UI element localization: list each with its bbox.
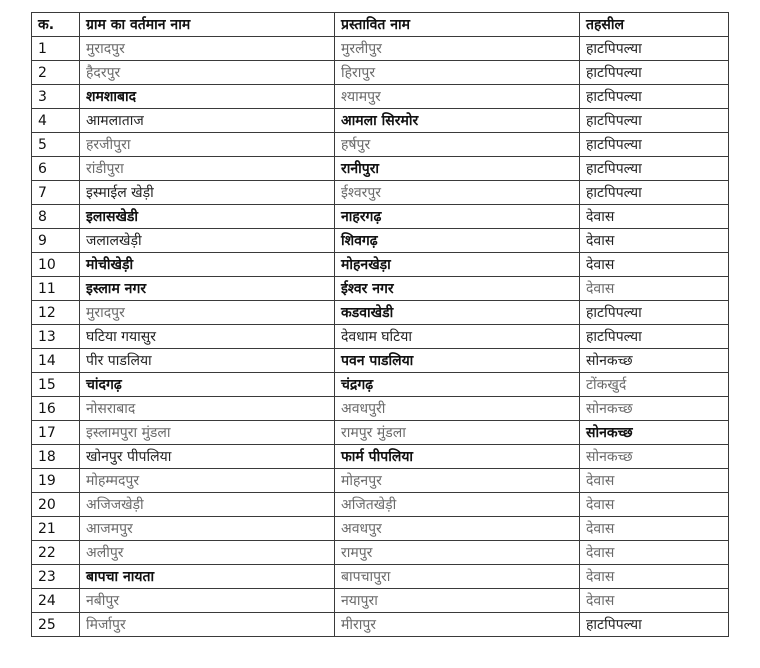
table-row bbox=[32, 109, 729, 133]
table-row bbox=[32, 445, 729, 469]
serial-number-cell: 25 bbox=[32, 613, 80, 637]
current-name-cell: मोचीखेड़ी bbox=[80, 253, 335, 277]
table-row bbox=[32, 589, 729, 613]
current-name-cell: नोसराबाद bbox=[80, 397, 335, 421]
proposed-name-cell: अजितखेड़ी bbox=[335, 493, 580, 517]
table-row bbox=[32, 157, 729, 181]
table-row bbox=[32, 301, 729, 325]
serial-number-cell: 8 bbox=[32, 205, 80, 229]
proposed-name-cell: ईश्वरपुर bbox=[335, 181, 580, 205]
header-proposed-name: प्रस्तावित नाम bbox=[335, 13, 580, 37]
serial-number-cell: 12 bbox=[32, 301, 80, 325]
proposed-name-cell: मोहनपुर bbox=[335, 469, 580, 493]
current-name-cell: नबीपुर bbox=[80, 589, 335, 613]
serial-number-cell: 24 bbox=[32, 589, 80, 613]
tehsil-cell: हाटपिपल्या bbox=[580, 109, 729, 133]
village-rename-table bbox=[31, 12, 729, 637]
proposed-name-cell: ईश्वर नगर bbox=[335, 277, 580, 301]
current-name-cell: बापचा नायता bbox=[80, 565, 335, 589]
tehsil-cell: हाटपिपल्या bbox=[580, 61, 729, 85]
proposed-name-cell: नयापुरा bbox=[335, 589, 580, 613]
table-row bbox=[32, 373, 729, 397]
proposed-name-cell: मोहनखेड़ा bbox=[335, 253, 580, 277]
tehsil-cell: देवास bbox=[580, 277, 729, 301]
serial-number-cell: 6 bbox=[32, 157, 80, 181]
serial-number-cell: 20 bbox=[32, 493, 80, 517]
tehsil-cell: सोनकच्छ bbox=[580, 445, 729, 469]
table-row bbox=[32, 181, 729, 205]
tehsil-cell: टोंकखुर्द bbox=[580, 373, 729, 397]
proposed-name-cell: पवन पाडलिया bbox=[335, 349, 580, 373]
table-row bbox=[32, 61, 729, 85]
serial-number-cell: 21 bbox=[32, 517, 80, 541]
serial-number-cell: 4 bbox=[32, 109, 80, 133]
tehsil-cell: देवास bbox=[580, 493, 729, 517]
proposed-name-cell: हिरापुर bbox=[335, 61, 580, 85]
tehsil-cell: हाटपिपल्या bbox=[580, 37, 729, 61]
current-name-cell: पीर पाडलिया bbox=[80, 349, 335, 373]
proposed-name-cell: मुरलीपुर bbox=[335, 37, 580, 61]
proposed-name-cell: मीरापुर bbox=[335, 613, 580, 637]
table-row bbox=[32, 397, 729, 421]
header-tehsil: तहसील bbox=[580, 13, 729, 37]
proposed-name-cell: शिवगढ़ bbox=[335, 229, 580, 253]
serial-number-cell: 5 bbox=[32, 133, 80, 157]
table-row bbox=[32, 277, 729, 301]
table-row bbox=[32, 205, 729, 229]
table-row bbox=[32, 37, 729, 61]
table-row bbox=[32, 469, 729, 493]
current-name-cell: मोहम्मदपुर bbox=[80, 469, 335, 493]
tehsil-cell: हाटपिपल्या bbox=[580, 613, 729, 637]
tehsil-cell: सोनकच्छ bbox=[580, 397, 729, 421]
table-row bbox=[32, 421, 729, 445]
table-row bbox=[32, 565, 729, 589]
tehsil-cell: देवास bbox=[580, 205, 729, 229]
serial-number-cell: 10 bbox=[32, 253, 80, 277]
current-name-cell: खोनपुर पीपलिया bbox=[80, 445, 335, 469]
serial-number-cell: 9 bbox=[32, 229, 80, 253]
tehsil-cell: देवास bbox=[580, 589, 729, 613]
proposed-name-cell: अवधपुर bbox=[335, 517, 580, 541]
tehsil-cell: हाटपिपल्या bbox=[580, 325, 729, 349]
tehsil-cell: देवास bbox=[580, 469, 729, 493]
table-row bbox=[32, 541, 729, 565]
proposed-name-cell: अवधपुरी bbox=[335, 397, 580, 421]
serial-number-cell: 13 bbox=[32, 325, 80, 349]
table-row bbox=[32, 349, 729, 373]
serial-number-cell: 11 bbox=[32, 277, 80, 301]
table-row bbox=[32, 325, 729, 349]
tehsil-cell: देवास bbox=[580, 565, 729, 589]
serial-number-cell: 17 bbox=[32, 421, 80, 445]
table-row bbox=[32, 253, 729, 277]
proposed-name-cell: हर्षपुर bbox=[335, 133, 580, 157]
proposed-name-cell: नाहरगढ़ bbox=[335, 205, 580, 229]
serial-number-cell: 3 bbox=[32, 85, 80, 109]
proposed-name-cell: चंद्रगढ़ bbox=[335, 373, 580, 397]
proposed-name-cell: बापचापुरा bbox=[335, 565, 580, 589]
header-serial-number: क. bbox=[32, 13, 80, 37]
proposed-name-cell: आमला सिरमोर bbox=[335, 109, 580, 133]
table-row bbox=[32, 493, 729, 517]
tehsil-cell: हाटपिपल्या bbox=[580, 85, 729, 109]
table-row bbox=[32, 613, 729, 637]
current-name-cell: आमलाताज bbox=[80, 109, 335, 133]
serial-number-cell: 19 bbox=[32, 469, 80, 493]
current-name-cell: इस्लाम नगर bbox=[80, 277, 335, 301]
table-row bbox=[32, 229, 729, 253]
serial-number-cell: 16 bbox=[32, 397, 80, 421]
serial-number-cell: 14 bbox=[32, 349, 80, 373]
proposed-name-cell: फार्म पीपलिया bbox=[335, 445, 580, 469]
tehsil-cell: सोनकच्छ bbox=[580, 421, 729, 445]
current-name-cell: अलीपुर bbox=[80, 541, 335, 565]
current-name-cell: इस्माईल खेड़ी bbox=[80, 181, 335, 205]
current-name-cell: रांडीपुरा bbox=[80, 157, 335, 181]
tehsil-cell: सोनकच्छ bbox=[580, 349, 729, 373]
serial-number-cell: 2 bbox=[32, 61, 80, 85]
current-name-cell: मिर्जापुर bbox=[80, 613, 335, 637]
proposed-name-cell: श्यामपुर bbox=[335, 85, 580, 109]
table-row bbox=[32, 133, 729, 157]
current-name-cell: जलालखेड़ी bbox=[80, 229, 335, 253]
tehsil-cell: देवास bbox=[580, 253, 729, 277]
table-header-row bbox=[32, 13, 729, 37]
current-name-cell: आजमपुर bbox=[80, 517, 335, 541]
current-name-cell: चांदगढ़ bbox=[80, 373, 335, 397]
current-name-cell: मुरादपुर bbox=[80, 37, 335, 61]
serial-number-cell: 1 bbox=[32, 37, 80, 61]
serial-number-cell: 15 bbox=[32, 373, 80, 397]
tehsil-cell: हाटपिपल्या bbox=[580, 181, 729, 205]
header-current-name: ग्राम का वर्तमान नाम bbox=[80, 13, 335, 37]
current-name-cell: इलासखेडी bbox=[80, 205, 335, 229]
current-name-cell: हैदरपुर bbox=[80, 61, 335, 85]
proposed-name-cell: कडवाखेडी bbox=[335, 301, 580, 325]
proposed-name-cell: रानीपुरा bbox=[335, 157, 580, 181]
serial-number-cell: 18 bbox=[32, 445, 80, 469]
tehsil-cell: देवास bbox=[580, 229, 729, 253]
serial-number-cell: 23 bbox=[32, 565, 80, 589]
table-row bbox=[32, 85, 729, 109]
document-page bbox=[31, 12, 729, 637]
proposed-name-cell: रामपुर मुंडला bbox=[335, 421, 580, 445]
serial-number-cell: 7 bbox=[32, 181, 80, 205]
current-name-cell: हरजीपुरा bbox=[80, 133, 335, 157]
proposed-name-cell: देवधाम घटिया bbox=[335, 325, 580, 349]
current-name-cell: घटिया गयासुर bbox=[80, 325, 335, 349]
current-name-cell: शमशाबाद bbox=[80, 85, 335, 109]
tehsil-cell: हाटपिपल्या bbox=[580, 157, 729, 181]
current-name-cell: इस्लामपुरा मुंडला bbox=[80, 421, 335, 445]
serial-number-cell: 22 bbox=[32, 541, 80, 565]
tehsil-cell: देवास bbox=[580, 517, 729, 541]
current-name-cell: मुरादपुर bbox=[80, 301, 335, 325]
current-name-cell: अजिजखेड़ी bbox=[80, 493, 335, 517]
tehsil-cell: हाटपिपल्या bbox=[580, 133, 729, 157]
tehsil-cell: देवास bbox=[580, 541, 729, 565]
table-row bbox=[32, 517, 729, 541]
proposed-name-cell: रामपुर bbox=[335, 541, 580, 565]
tehsil-cell: हाटपिपल्या bbox=[580, 301, 729, 325]
